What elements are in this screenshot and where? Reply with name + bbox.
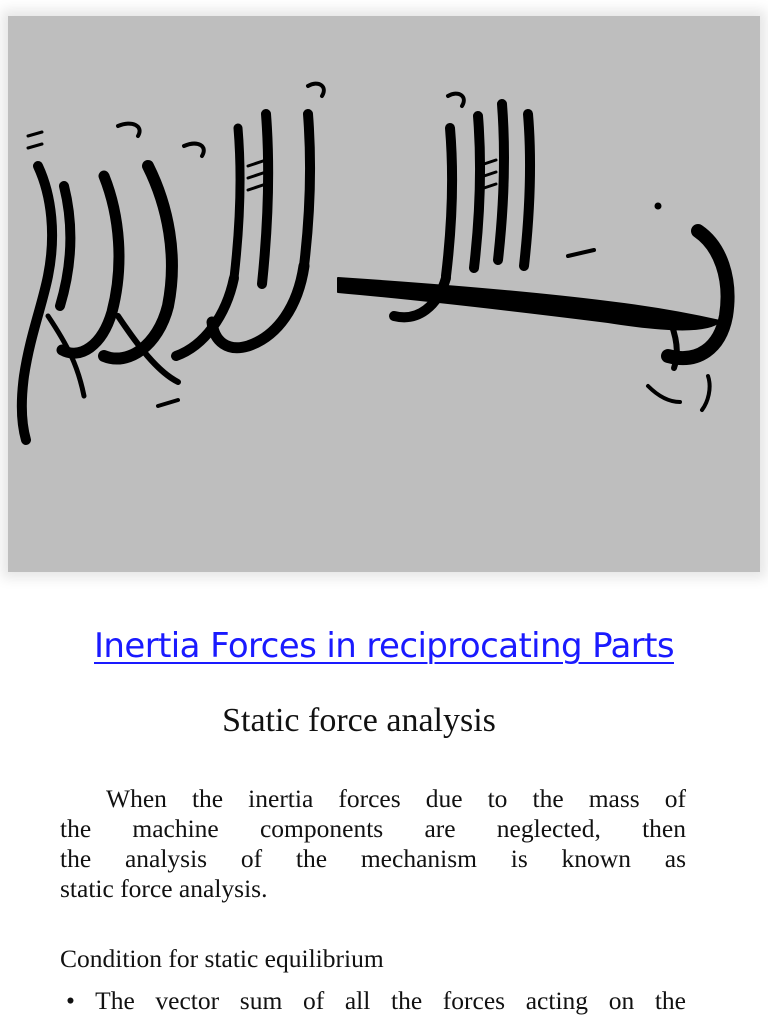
- document-paragraph: [60, 784, 686, 904]
- bismillah-calligraphy-image: [8, 16, 760, 572]
- banner-image: [8, 16, 760, 572]
- document-heading: Static force analysis: [222, 702, 496, 739]
- bullet-item: • The vector sum of all the forces acting on the: [66, 986, 686, 1015]
- article-title-link[interactable]: Inertia Forces in reciprocating Parts: [94, 626, 674, 666]
- condition-heading: Condition for static equilibrium: [60, 944, 384, 973]
- paragraph-line: When the inertia forces due to the mass of: [106, 784, 686, 813]
- paragraph-line: the analysis of the mechanism is known as: [60, 844, 686, 873]
- paragraph-line: the machine components are neglected, then: [60, 814, 686, 843]
- paragraph-line: static force analysis.: [60, 874, 268, 903]
